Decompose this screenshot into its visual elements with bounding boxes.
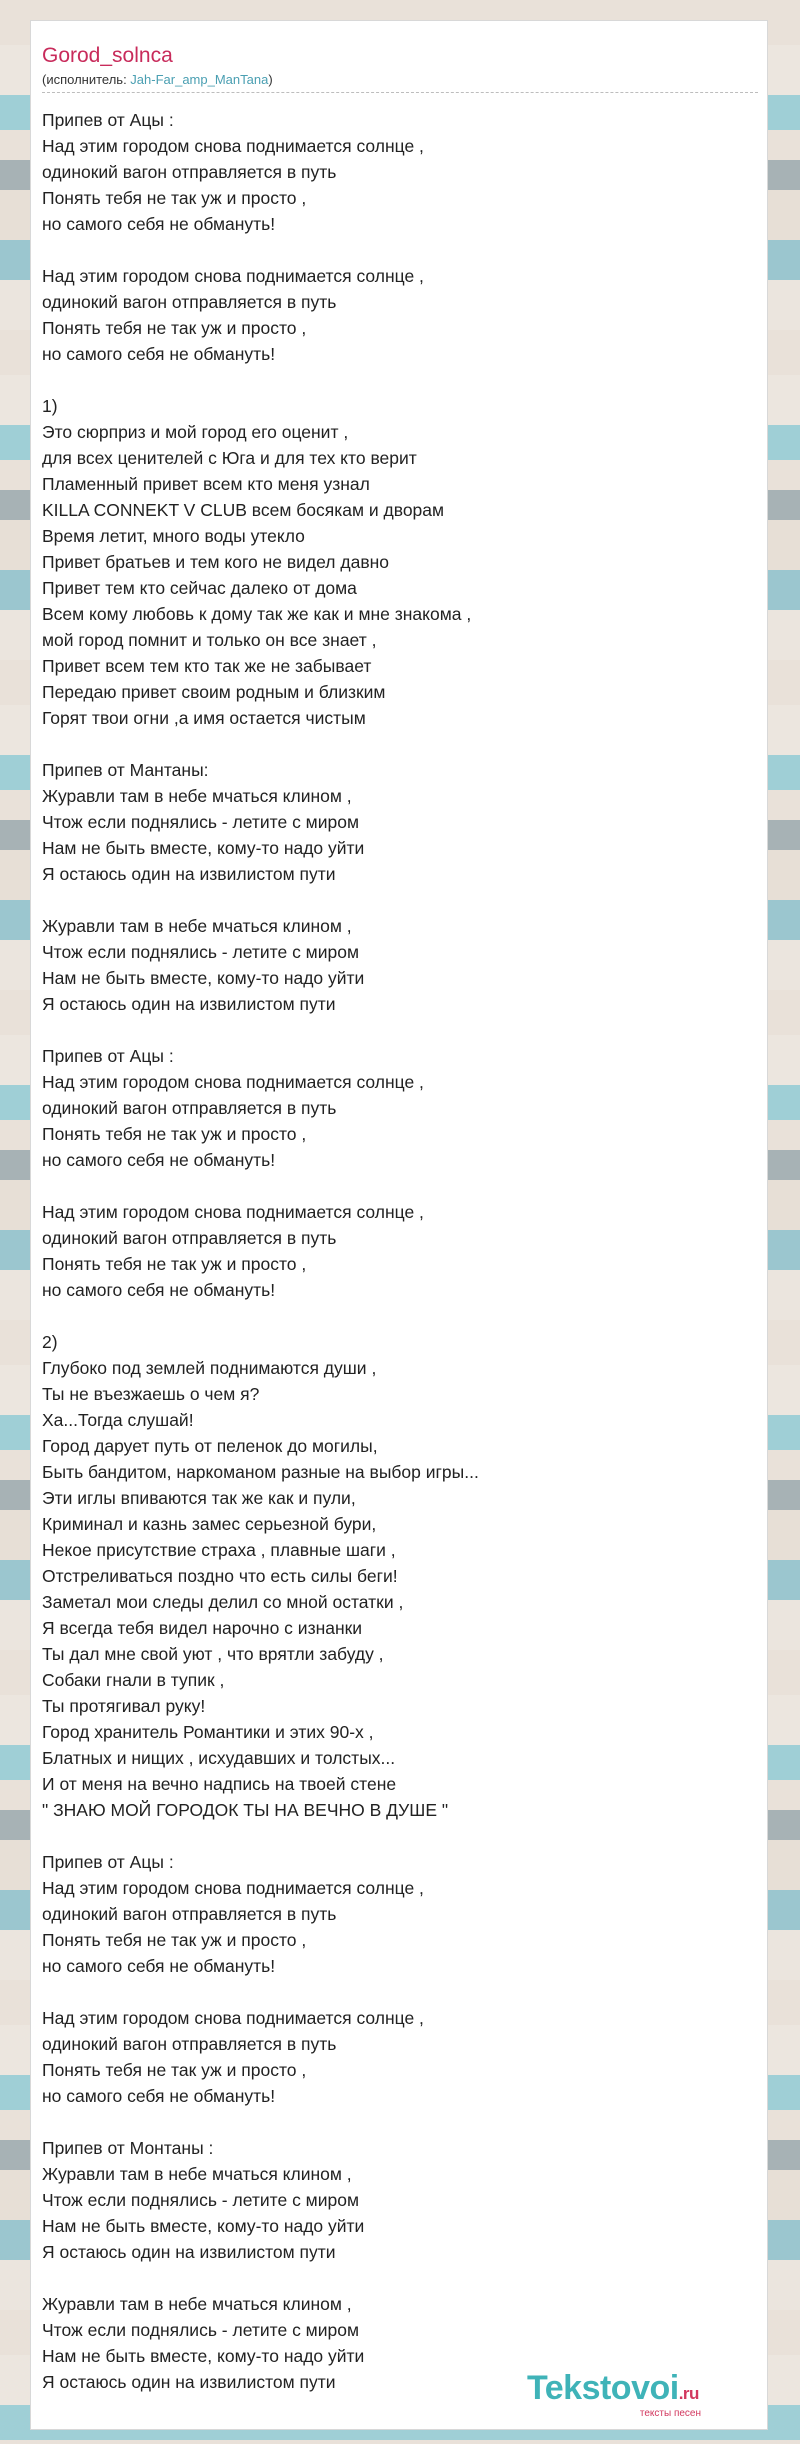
- lyric-line: одинокий вагон отправляется в путь: [42, 1098, 337, 1118]
- lyric-line: Я остаюсь один на извилистом пути: [42, 2242, 336, 2262]
- artist-prefix: (исполнитель:: [42, 72, 131, 87]
- lyric-line: Быть бандитом, наркоманом разные на выбор игры...: [42, 1462, 479, 1482]
- lyric-line: Понять тебя не так уж и просто ,: [42, 2060, 307, 2080]
- logo-tagline: тексты песен: [639, 2408, 701, 2419]
- lyric-line: Журавли там в небе мчаться клином ,: [42, 2164, 352, 2184]
- lyric-blank-line: [42, 1979, 742, 2005]
- lyric-line: Нам не быть вместе, кому-то надо уйти: [42, 838, 365, 858]
- lyric-line: Привет братьев и тем кого не видел давно: [42, 552, 390, 572]
- lyric-line: " ЗНАЮ МОЙ ГОРОДОК ТЫ НА ВЕЧНО В ДУШЕ ": [42, 1800, 449, 1820]
- lyric-line: KILLA CONNEKT V CLUB всем босякам и дворам: [42, 500, 445, 520]
- lyric-line: Я остаюсь один на извилистом пути: [42, 994, 336, 1014]
- song-header: [42, 43, 758, 93]
- lyrics-card: [30, 20, 768, 2430]
- lyric-line: Пламенный привет всем кто меня узнал: [42, 474, 370, 494]
- lyric-blank-line: [42, 1173, 742, 1199]
- lyric-line: Понять тебя не так уж и просто ,: [42, 1930, 307, 1950]
- lyric-blank-line: [42, 1303, 742, 1329]
- lyric-line: Всем кому любовь к дому так же как и мне знакома ,: [42, 604, 472, 624]
- lyrics-body: [42, 107, 742, 2395]
- lyric-line: Глубоко под землей поднимаются души ,: [42, 1358, 377, 1378]
- lyric-line: Над этим городом снова поднимается солнце ,: [42, 1202, 424, 1222]
- lyric-line: Время летит, много воды утекло: [42, 526, 305, 546]
- lyric-line: Нам не быть вместе, кому-то надо уйти: [42, 2346, 365, 2366]
- lyric-line: Это сюрприз и мой город его оценит ,: [42, 422, 349, 442]
- lyric-line: Припев от Ацы :: [42, 1852, 174, 1872]
- lyric-line: Я остаюсь один на извилистом пути: [42, 2372, 336, 2392]
- lyric-blank-line: [42, 367, 742, 393]
- lyric-line: Чтож если поднялись - летите с миром: [42, 812, 359, 832]
- lyric-blank-line: [42, 2109, 742, 2135]
- lyric-line: но самого себя не обмануть!: [42, 1150, 276, 1170]
- lyric-line: Припев от Ацы :: [42, 110, 174, 130]
- lyric-line: Припев от Мантаны:: [42, 760, 209, 780]
- lyric-line: 2): [42, 1332, 58, 1352]
- lyric-blank-line: [42, 887, 742, 913]
- lyric-line: Блатных и нищих , исхудавших и толстых...: [42, 1748, 396, 1768]
- lyric-line: одинокий вагон отправляется в путь: [42, 2034, 337, 2054]
- logo-main-text: Tekstovoi: [527, 2369, 679, 2407]
- lyric-line: одинокий вагон отправляется в путь: [42, 1228, 337, 1248]
- lyric-line: Я всегда тебя видел нарочно с изнанки: [42, 1618, 363, 1638]
- lyric-line: Отстреливаться поздно что есть силы беги!: [42, 1566, 398, 1586]
- lyric-line: Ты не въезжаешь о чем я?: [42, 1384, 260, 1404]
- lyric-line: Заметал мои следы делил со мной остатки ,: [42, 1592, 404, 1612]
- lyric-line: Понять тебя не так уж и просто ,: [42, 1254, 307, 1274]
- lyric-line: Нам не быть вместе, кому-то надо уйти: [42, 2216, 365, 2236]
- lyric-line: Припев от Ацы :: [42, 1046, 174, 1066]
- lyric-line: 1): [42, 396, 58, 416]
- lyric-line: но самого себя не обмануть!: [42, 1956, 276, 1976]
- lyric-line: Над этим городом снова поднимается солнце ,: [42, 136, 424, 156]
- lyric-line: для всех ценителей с Юга и для тех кто верит: [42, 448, 417, 468]
- lyric-line: Привет всем тем кто так же не забывает: [42, 656, 372, 676]
- lyric-line: Эти иглы впиваются так же как и пули,: [42, 1488, 356, 1508]
- lyric-line: но самого себя не обмануть!: [42, 214, 276, 234]
- lyric-line: Над этим городом снова поднимается солнце ,: [42, 2008, 424, 2028]
- lyric-line: Передаю привет своим родным и близким: [42, 682, 386, 702]
- lyric-line: Ха...Тогда слушай!: [42, 1410, 194, 1430]
- lyric-line: Над этим городом снова поднимается солнце ,: [42, 1878, 424, 1898]
- artist-line: [42, 71, 758, 89]
- site-logo[interactable]: [527, 2370, 741, 2419]
- lyric-line: Собаки гнали в тупик ,: [42, 1670, 225, 1690]
- logo-wordmark: [527, 2370, 741, 2412]
- lyric-line: Я остаюсь один на извилистом пути: [42, 864, 336, 884]
- lyric-blank-line: [42, 2265, 742, 2291]
- lyric-blank-line: [42, 1017, 742, 1043]
- lyric-line: одинокий вагон отправляется в путь: [42, 162, 337, 182]
- lyric-line: Понять тебя не так уж и просто ,: [42, 318, 307, 338]
- lyric-line: одинокий вагон отправляется в путь: [42, 1904, 337, 1924]
- lyric-line: Журавли там в небе мчаться клином ,: [42, 786, 352, 806]
- lyric-line: Чтож если поднялись - летите с миром: [42, 942, 359, 962]
- lyric-line: Некое присутствие страха , плавные шаги ,: [42, 1540, 396, 1560]
- lyric-line: Понять тебя не так уж и просто ,: [42, 188, 307, 208]
- lyric-line: Ты дал мне свой уют , что врятли забуду ,: [42, 1644, 384, 1664]
- lyric-blank-line: [42, 1823, 742, 1849]
- lyric-line: но самого себя не обмануть!: [42, 344, 276, 364]
- lyric-line: И от меня на вечно надпись на твоей стене: [42, 1774, 397, 1794]
- artist-link[interactable]: Jah-Far_amp_ManTana: [130, 72, 269, 87]
- lyric-line: Ты протягивал руку!: [42, 1696, 206, 1716]
- lyric-line: Привет тем кто сейчас далеко от дома: [42, 578, 357, 598]
- lyric-line: Нам не быть вместе, кому-то надо уйти: [42, 968, 365, 988]
- header-divider: [42, 92, 758, 93]
- lyric-line: Понять тебя не так уж и просто ,: [42, 1124, 307, 1144]
- lyric-line: одинокий вагон отправляется в путь: [42, 292, 337, 312]
- lyric-line: Журавли там в небе мчаться клином ,: [42, 916, 352, 936]
- logo-domain: .ru: [678, 2384, 699, 2403]
- lyric-line: Над этим городом снова поднимается солнце ,: [42, 266, 424, 286]
- lyric-line: Криминал и казнь замес серьезной бури,: [42, 1514, 377, 1534]
- lyric-line: Город хранитель Романтики и этих 90-х ,: [42, 1722, 374, 1742]
- lyric-line: мой город помнит и только он все знает ,: [42, 630, 377, 650]
- lyric-line: но самого себя не обмануть!: [42, 2086, 276, 2106]
- lyric-line: но самого себя не обмануть!: [42, 1280, 276, 1300]
- lyric-line: Чтож если поднялись - летите с миром: [42, 2190, 359, 2210]
- lyric-line: Чтож если поднялись - летите с миром: [42, 2320, 359, 2340]
- artist-suffix: ): [268, 72, 273, 87]
- lyric-blank-line: [42, 237, 742, 263]
- lyric-line: Припев от Монтаны :: [42, 2138, 214, 2158]
- lyric-blank-line: [42, 731, 742, 757]
- lyric-line: Журавли там в небе мчаться клином ,: [42, 2294, 352, 2314]
- lyric-line: Над этим городом снова поднимается солнце ,: [42, 1072, 424, 1092]
- lyric-line: Город дарует путь от пеленок до могилы,: [42, 1436, 378, 1456]
- song-title: Gorod_solnca: [42, 44, 173, 67]
- lyric-line: Горят твои огни ,а имя остается чистым: [42, 708, 366, 728]
